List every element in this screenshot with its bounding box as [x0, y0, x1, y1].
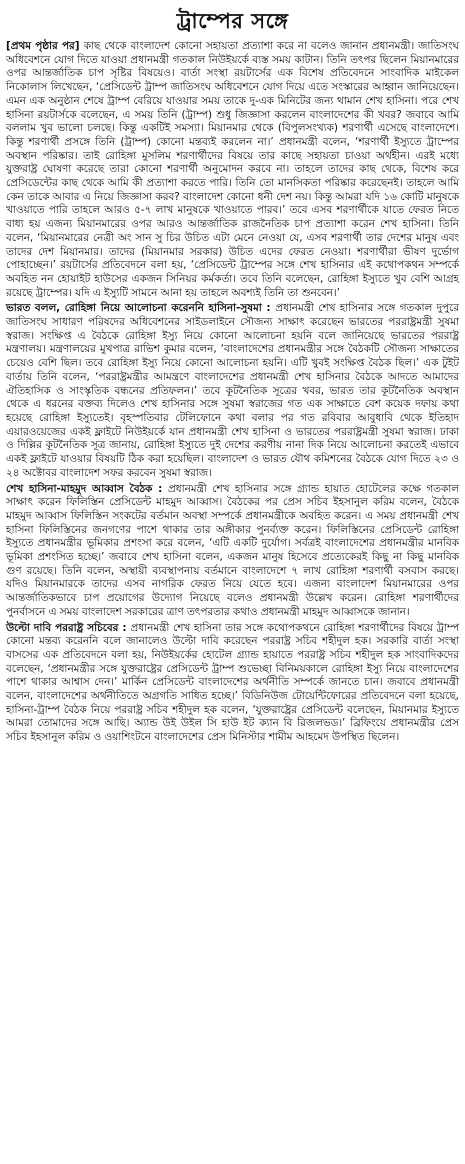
- article-section-abbas: [6, 483, 459, 620]
- section-text: প্রধানমন্ত্রী শেখ হাসিনার সঙ্গে গতকাল দুপুরে জাতিসংঘ সাধারণ পরিষদের অধিবেশনের সাইডলাইনে সৌজন্য সাক্ষাৎ করেছেন ভারতের পররাষ্ট্রমন্ত্রী সুষমা স্বরাজ। সংক্ষিপ্ত এ বৈঠকে রোহিঙ্গা ইস্যু নিয়ে কোনো আলোচনা হয়নি বলে জানিয়েছে ভারতের পররাষ্ট্র মন্ত্রণালয়। মন্ত্রণালয়ের মুখপাত্র রাভিশ কুমার বলেন, ‘বাংলাদেশের প্রধানমন্ত্রীর সঙ্গে বৈঠকটি সৌজন্য সাক্ষাতের চেয়েও বেশি ছিল। তবে রোহিঙ্গা ইস্যু নিয়ে কোনো আলোচনা হয়নি। এটি খুবই সংক্ষিপ্ত বৈঠক ছিল।’ এক টুইট বার্তায় তিনি বলেন, ‘পররাষ্ট্রমন্ত্রীর আমন্ত্রণে বাংলাদেশের প্রধানমন্ত্রী শেখ হাসিনার বৈঠকে আদতে আমাদের ঐতিহাসিক ও সাংস্কৃতিক বন্ধনের প্রতিফলন।’ তবে কূটনৈতিক সূত্রের খবর, ভারত তার কূটনৈতিক অবস্থান থেকে এ ধরনের বক্তব্য দিলেও শেখ হাসিনার সঙ্গে সুষমা স্বরাজের গত এক সাক্ষাতে বেশ কয়েক দফায় কথা হয়েছে রোহিঙ্গা ইস্যুতেই। বৃহস্পতিবার টেলিফোনে কথা বলার পর গত রবিবার আবুধাবি থেকে ইতিহাদ এয়ারওয়েজের একই ফ্লাইটে নিউইয়র্কে যান প্রধানমন্ত্রী শেখ হাসিনা ও ভারতের পররাষ্ট্রমন্ত্রী সুষমা স্বরাজ। ঢাকা ও দিল্লির কূটনৈতিক সূত্র জানায়, রোহিঙ্গা ইস্যুতে দুই দেশের করণীয় নানা দিক নিয়ে আলোচনা করতেই এভাবে একই ফ্লাইটে যাওয়ার বিষয়টি ঠিক করা হয়েছিল। বাংলাদেশ ও ভারত যৌথ কমিশনের বৈঠকে যোগ দিতে ২৩ ও ২৪ অক্টোবর বাংলাদেশ সফর করবেন সুষমা স্বরাজ।: [6, 302, 459, 479]
- continued-marker: [প্রথম পৃষ্ঠার পর]: [6, 40, 84, 52]
- subheading-india: ভারত বলল, রোহিঙ্গা নিয়ে আলোচনা করেননি হাসিনা-সুষমা :: [6, 302, 276, 315]
- headline: ট্রাম্পের সঙ্গে: [176, 9, 289, 33]
- section-text: কাছ থেকে বাংলাদেশ কোনো সহায়তা প্রত্যাশা করে না বলেও জানান প্রধানমন্ত্রী। জাতিসংঘ অধিবেশনে যোগ দিতে যাওয়া প্রধানমন্ত্রী গতকাল নিউইয়র্কে ব্যস্ত সময় কাটান। তিনি তৎপর ছিলেন মিয়ানমারের ওপর আন্তর্জাতিক চাপ সৃষ্টির বিষয়েও। বার্তা সংস্থা রয়টার্সের এক বিশেষ প্রতিবেদনে সাংবাদিক মাইকেল নিকোলাস লিখেছেন, ‘প্রেসিডেন্ট ট্রাম্প জাতিসংঘ অধিবেশনে যোগ দিয়ে এতে সংস্কারের আহ্বান জানিয়েছেন। এমন এক অনুষ্ঠান শেষে ট্রাম্প বেরিয়ে যাওয়ার সময় তাকে দু-এক মিনিটের জন্য থামান শেখ হাসিনা। পরে শেখ হাসিনা রয়টার্সকে বলেছেন, এ সময় তিনি (ট্রাম্প) শুধু জিজ্ঞাসা করলেন বাংলাদেশের কী খবর? জবাবে আমি বললাম খুব ভালো চলছে। কিন্তু একটিই সমস্যা। মিয়ানমার থেকে (বিপুলসংখ্যক) শরণার্থী এসেছে বাংলাদেশে। কিন্তু শরণার্থী প্রসঙ্গে তিনি (ট্রাম্প) কোনো মন্তব্যই করলেন না।’ প্রধানমন্ত্রী বলেন, ‘শরণার্থী ইস্যুতে ট্রাম্পের অবস্থান পরিষ্কার। তাই রোহিঙ্গা মুসলিম শরণার্থীদের বিষয়ে তার কাছে সহায়তা চাওয়া অর্থহীন। এরই মধ্যে যুক্তরাষ্ট্র ঘোষণা করেছে তারা কোনো শরণার্থী অনুমোদন করবে না। তাহলে তাদের কাছ থেকে, বিশেষ করে প্রেসিডেন্টের কাছ থেকে আমি কী প্রত্যাশা করতে পারি। তিনি তো মানসিকতা পরিষ্কার করেছেনই। তাহলে আমি কেন তাকে আবার এ নিয়ে জিজ্ঞাসা করব? বাংলাদেশ কোনো ধনী দেশ নয়। কিন্তু আমরা যদি ১৬ কোটি মানুষকে খাওয়াতে পারি তাহলে আরও ৫-৭ লাখ মানুষকে খাওয়াতে পারব।’ তবে এসব শরণার্থীকে যাতে ফেরত নিতে বাধ্য হয় এজন্য মিয়ানমারের ওপর আরও আন্তর্জাতিক রাজনৈতিক চাপ প্রত্যাশা করেন শেখ হাসিনা। তিনি বলেন, ‘মিয়ানমারের নেত্রী অং সান সু চির উচিত এটা মেনে নেওয়া যে, এসব শরণার্থী তার দেশের মানুষ এবং তাদের দেশ মিয়ানমার। তাদের (মিয়ানমার সরকার) উচিত এদের ফেরত নেওয়া। শরণার্থীরা ভীষণ দুর্ভোগ পোহাচ্ছেন।’ রয়টার্সের প্রতিবেদনে বলা হয়, ‘প্রেসিডেন্ট ট্রাম্পের সঙ্গে শেখ হাসিনার এই কথোপকথন সম্পর্কে অবহিত নন হোয়াইট হাউসের একজন সিনিয়র কর্মকর্তা। তবে তিনি বলেছেন, রোহিঙ্গা ইস্যুতে খুব বেশি আগ্রহ রয়েছে ট্রাম্পের। যদি এ ইস্যুটি সামনে আনা হয় তাহলে অবশ্যই তিনি তা শুনবেন।’: [6, 40, 459, 299]
- article-section-india: [6, 302, 459, 480]
- article-section-continued: [6, 40, 459, 300]
- subheading-foreign-secretary: উল্টো দাবি পররাষ্ট্র সচিবের :: [6, 621, 131, 634]
- section-text: প্রধানমন্ত্রী শেখ হাসিনার সঙ্গে গ্র্যান্ড হায়াত হোটেলের কক্ষে গতকাল সাক্ষাৎ করেন ফিলিস্তিন প্রেসিডেন্ট মাহমুদ আব্বাস। বৈঠকের পর প্রেস সচিব ইহসানুল করিম বলেন, বৈঠকে মাহমুদ আব্বাস ফিলিস্তিন সংকটের বর্তমান অবস্থা সম্পর্কে প্রধানমন্ত্রীকে অবহিত করেন। এ সময় প্রধানমন্ত্রী শেখ হাসিনা ফিলিস্তিনের জনগণের পাশে থাকার তার অঙ্গীকার পুনর্ব্যক্ত করেন। ফিলিস্তিনের প্রেসিডেন্ট রোহিঙ্গা ইস্যুতে প্রধানমন্ত্রীর ভূমিকার প্রশংসা করে বলেন, ‘এটি একটি দুর্যোগ। সর্বত্রই বাংলাদেশের প্রধানমন্ত্রীর মানবিক ভূমিকা প্রশংসিত হচ্ছে।’ জবাবে শেখ হাসিনা বলেন, একজন মানুষ হিসেবে প্রত্যেকেরই কিছু না কিছু মানবিক গুণ রয়েছে। তিনি বলেন, অস্থায়ী ব্যবস্থাপনায় বর্তমানে বাংলাদেশে ৭ লাখ রোহিঙ্গা শরণার্থী বসবাস করছে। যদিও মিয়ানমারকে তাদের এসব নাগরিক ফেরত নিয়ে যেতে হবে। এজন্য বাংলাদেশ মিয়ানমারের ওপর আন্তর্জাতিকভাবে চাপ প্রয়োগের উদ্যোগ নিয়েছে বলেও প্রধানমন্ত্রী উল্লেখ করেন। রোহিঙ্গা শরণার্থীদের পুনর্বাসনে এ সময় বাংলাদেশ সরকারের ত্রাণ তৎপরতার কথাও প্রধানমন্ত্রী মাহমুদ আব্বাসকে জানান।: [6, 482, 459, 618]
- subheading-abbas: শেখ হাসিনা-মাহমুদ আব্বাস বৈঠক :: [6, 482, 169, 495]
- article-section-foreign-secretary: [6, 622, 459, 745]
- section-text: প্রধানমন্ত্রী শেখ হাসিনা তার সঙ্গে কথোপকথনে রোহিঙ্গা শরণার্থীদের বিষয়ে ট্রাম্প কোনো মন্তব্য করেননি বলে জানালেও উল্টো দাবি করেছেন পররাষ্ট্র সচিব শহীদুল হক। সরকারি বার্তা সংস্থা বাসসের এক প্রতিবেদনে বলা হয়, নিউইয়র্কের হোটেল গ্র্যান্ড হায়াতে পররাষ্ট্র সচিব শহীদুল হক সাংবাদিকদের বলেছেন, ‘প্রধানমন্ত্রীর সঙ্গে যুক্তরাষ্ট্রের প্রেসিডেন্ট ট্রাম্প শুভেচ্ছা বিনিময়কালে রোহিঙ্গা ইস্যু নিয়ে বাংলাদেশের পাশে থাকার আশ্বাস দেন।’ মার্কিন প্রেসিডেন্ট বাংলাদেশের অর্থনীতি সম্পর্কে জানতে চান। জবাবে প্রধানমন্ত্রী বলেন, বাংলাদেশের অর্থনীতিতে অগ্রগতি সাধিত হচ্ছে।’ বিডিনিউজ টোয়েন্টিফোরের প্রতিবেদনে বলা হয়েছে, হাসিনা-ট্রাম্প বৈঠক নিয়ে পররাষ্ট্র সচিব শহীদুল হক বলেন, ‘যুক্তরাষ্ট্রের প্রেসিডেন্ট বলেছেন, মিয়ানমার ইস্যুতে আমরা তোমাদের সঙ্গে আছি। অ্যান্ড উই উইল সি হাউ ইট ক্যান বি রিজলভড।’ ব্রিফিংয়ে প্রধানমন্ত্রীর প্রেস সচিব ইহসানুল করিম ও ওয়াশিংটনে বাংলাদেশের প্রেস মিনিস্টার শামীম আহমেদ উপস্থিত ছিলেন।: [6, 621, 459, 744]
